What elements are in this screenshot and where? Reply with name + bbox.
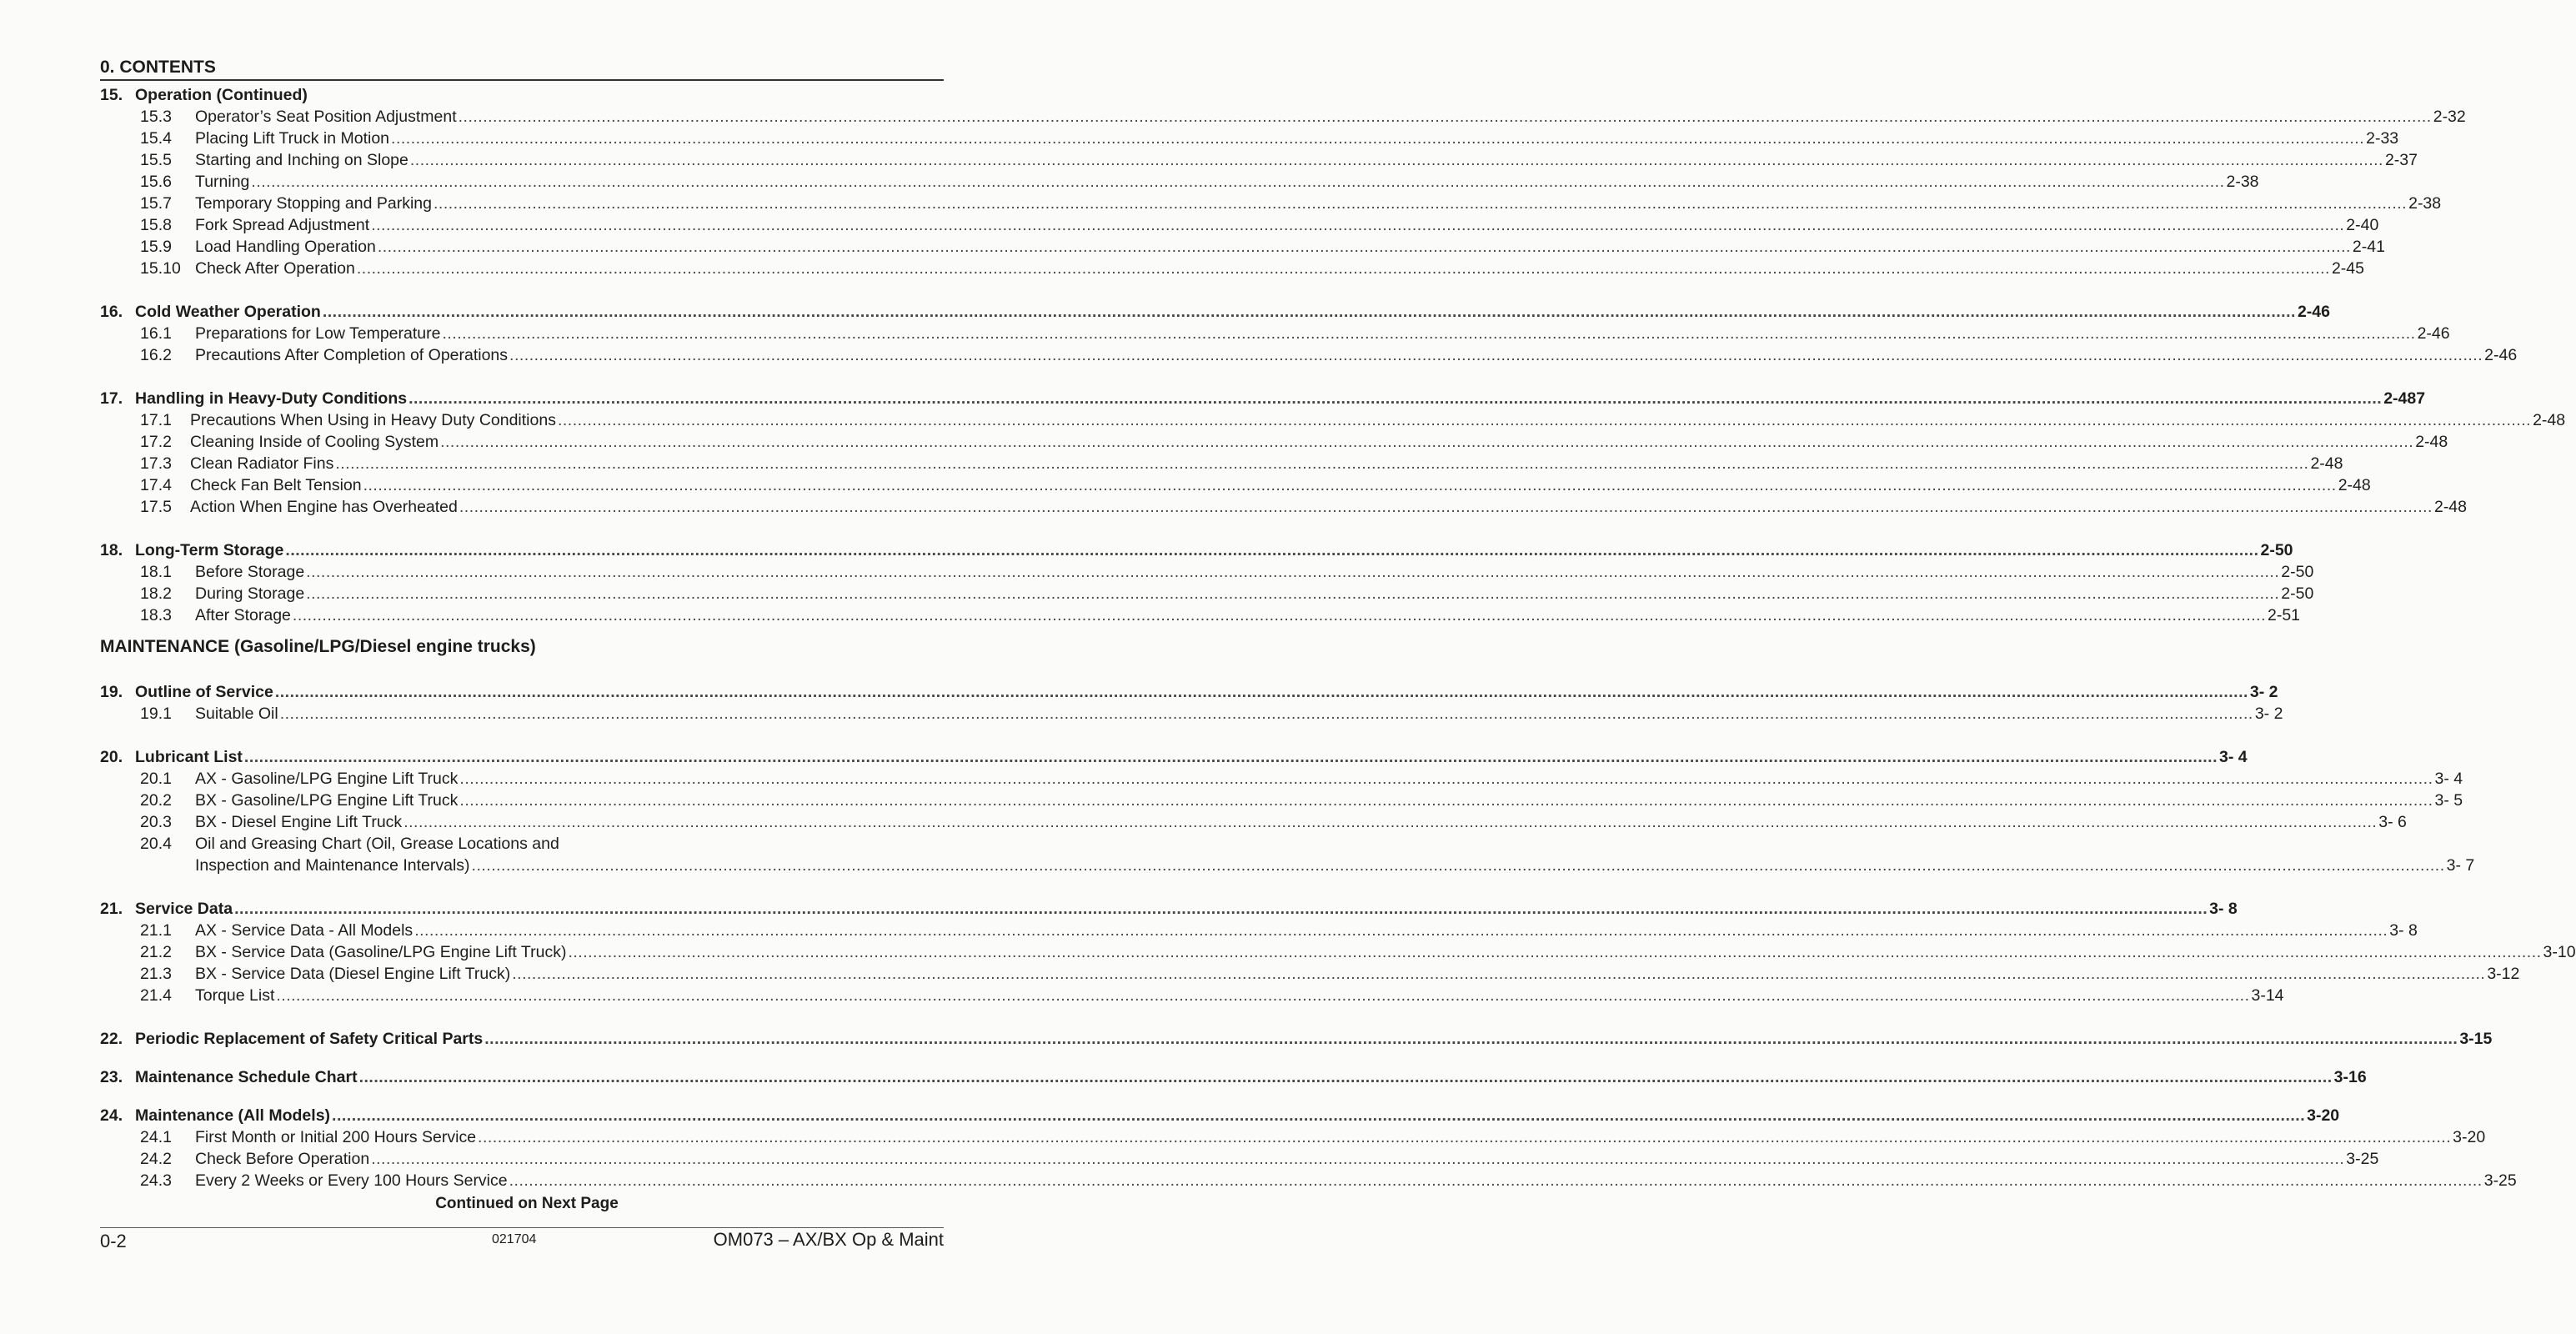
toc-entry-page: 2-38 — [2408, 194, 2442, 213]
toc-entry-page: 2-38 — [2226, 173, 2259, 191]
toc-entry-page: 2-48 — [2533, 411, 2566, 429]
toc-section-entry — [100, 1106, 2340, 1128]
toc-subsection-entry — [100, 965, 2520, 986]
toc-dot-leader: ................................................................................................................................................................................................................................................................................................................................................................................................................ — [471, 856, 2445, 875]
toc-entry-title: Temporary Stopping and Parking — [195, 194, 432, 213]
toc-entry-page: 3-12 — [2487, 965, 2520, 983]
toc-entry-number: 17.4 — [140, 476, 172, 494]
toc-entry-number: 20.3 — [140, 813, 172, 831]
toc-entry-page: 2-50 — [2281, 563, 2314, 581]
toc-subsection-entry — [100, 476, 2371, 498]
toc-entry-page: 2-37 — [2384, 151, 2418, 169]
toc-entry-title: Before Storage — [195, 563, 305, 581]
toc-entry-number: 17.5 — [140, 498, 172, 516]
toc-entry-page: 2-48 — [2310, 454, 2343, 473]
toc-section-entry — [100, 748, 2248, 770]
toc-entry-title: Oil and Greasing Chart (Oil, Grease Locations and — [195, 835, 559, 853]
toc-dot-leader: ................................................................................................................................................................................................................................................................................................................................................................................................................ — [358, 1068, 2333, 1086]
toc-entry-page: 3-25 — [2346, 1150, 2379, 1168]
toc-entry-title: Periodic Replacement of Safety Critical Parts — [135, 1030, 484, 1048]
toc-entry-number: 20.2 — [140, 791, 172, 810]
toc-entry-title: Preparations for Low Temperature — [195, 324, 441, 343]
toc-entry-number: 17. — [100, 389, 123, 408]
toc-entry-number: 21. — [100, 900, 123, 918]
toc-entry-title: AX - Gasoline/LPG Engine Lift Truck — [195, 770, 459, 788]
toc-dot-leader: ................................................................................................................................................................................................................................................................................................................................................................................................................ — [306, 563, 2280, 581]
toc-subsection-entry — [100, 584, 2314, 606]
toc-part-heading — [100, 633, 944, 661]
footer-document-title: OM073 – AX/BX Op & Maint — [713, 1229, 944, 1250]
toc-entry-page: 3- 7 — [2446, 856, 2475, 875]
toc-subsection-entry — [100, 324, 2450, 346]
toc-entry-title: BX - Service Data (Gasoline/LPG Engine Lift Truck) — [195, 943, 567, 961]
toc-entry-title: Starting and Inching on Slope — [195, 151, 408, 169]
toc-subsection-entry — [100, 1150, 2379, 1171]
toc-subsection-entry — [100, 194, 2442, 216]
toc-dot-leader: ................................................................................................................................................................................................................................................................................................................................................................................................................ — [335, 454, 2309, 473]
toc-subsection-entry — [100, 563, 2314, 584]
toc-entry-title: Suitable Oil — [195, 705, 278, 723]
toc-entry-title: Every 2 Weeks or Every 100 Hours Service — [195, 1171, 508, 1190]
toc-subsection-entry — [100, 411, 2566, 433]
toc-entry-page: 2-50 — [2281, 584, 2314, 603]
toc-entry-title: Operation (Continued) — [135, 86, 308, 104]
toc-entry-title: Maintenance (All Models) — [135, 1106, 331, 1125]
toc-entry-page: 3-20 — [2307, 1106, 2340, 1125]
toc-dot-leader: ................................................................................................................................................................................................................................................................................................................................................................................................................ — [243, 748, 2218, 766]
toc-dot-leader: ................................................................................................................................................................................................................................................................................................................................................................................................................ — [279, 705, 2253, 723]
toc-spacer — [100, 281, 944, 303]
toc-section-entry — [100, 1068, 2367, 1090]
toc-entry-title: Check After Operation — [195, 259, 355, 278]
toc-dot-leader: ................................................................................................................................................................................................................................................................................................................................................................................................................ — [363, 476, 2337, 494]
toc-entry-number: 22. — [100, 1030, 123, 1048]
toc-entry-number: 24.1 — [140, 1128, 172, 1146]
toc-entry-number: 15.5 — [140, 151, 172, 169]
toc-section-entry — [100, 303, 2330, 324]
toc-subsection-entry — [100, 606, 2301, 628]
toc-entry-page: 3-20 — [2453, 1128, 2486, 1146]
toc-entry-number: 16.2 — [140, 346, 172, 364]
toc-entry-number: 18. — [100, 541, 123, 559]
toc-entry-page: 2-40 — [2346, 216, 2379, 234]
toc-entry-number: 15.7 — [140, 194, 172, 213]
toc-dot-leader: ................................................................................................................................................................................................................................................................................................................................................................................................................ — [409, 151, 2383, 169]
toc-entry-page: 3- 2 — [2254, 705, 2283, 723]
toc-entry-title: Inspection and Maintenance Intervals) — [195, 856, 470, 875]
toc-dot-leader: ................................................................................................................................................................................................................................................................................................................................................................................................................ — [459, 498, 2433, 516]
toc-spacer — [100, 661, 944, 683]
toc-entry-page: 2-33 — [2366, 129, 2399, 148]
toc-entry-number: 17.3 — [140, 454, 172, 473]
toc-subsection-entry — [100, 433, 2448, 454]
toc-heading-text: MAINTENANCE (Gasoline/LPG/Diesel engine trucks) — [100, 637, 536, 656]
toc-entry-title: Torque List — [195, 986, 275, 1005]
toc-entry-title: Fork Spread Adjustment — [195, 216, 370, 234]
toc-spacer — [100, 519, 944, 541]
toc-spacer — [100, 878, 944, 900]
toc-dot-leader: ................................................................................................................................................................................................................................................................................................................................................................................................................ — [371, 216, 2345, 234]
toc-section-entry — [100, 1030, 2493, 1051]
toc-spacer — [100, 1090, 944, 1106]
toc-entry-page: 2-46 — [2297, 303, 2330, 321]
toc-section-entry — [100, 541, 2293, 563]
toc-dot-leader: ................................................................................................................................................................................................................................................................................................................................................................................................................ — [568, 943, 2542, 961]
toc-dot-leader: ................................................................................................................................................................................................................................................................................................................................................................................................................ — [509, 1171, 2483, 1190]
toc-entry-page: 3- 6 — [2378, 813, 2407, 831]
toc-subsection-entry — [100, 129, 2399, 151]
toc-dot-leader: ................................................................................................................................................................................................................................................................................................................................................................................................................ — [459, 770, 2433, 788]
toc-entry-page: 2-48 — [2415, 433, 2448, 451]
toc-entry-number: 15.4 — [140, 129, 172, 148]
toc-entry-number: 17.1 — [140, 411, 172, 429]
toc-entry-number: 18.2 — [140, 584, 172, 603]
toc-entry-title: Check Fan Belt Tension — [190, 476, 362, 494]
toc-subsection-entry — [100, 498, 2467, 519]
toc-entry-title: Action When Engine has Overheated — [190, 498, 458, 516]
toc-entry-number: 24.3 — [140, 1171, 172, 1190]
toc-entry-page: 2-48 — [2433, 498, 2467, 516]
toc-dot-leader: ................................................................................................................................................................................................................................................................................................................................................................................................................ — [251, 173, 2225, 191]
toc-dot-leader: ................................................................................................................................................................................................................................................................................................................................................................................................................ — [478, 1128, 2452, 1146]
toc-entry-number: 18.3 — [140, 606, 172, 624]
footer-date-code: 021704 — [492, 1232, 537, 1246]
toc-entry-page: 3-14 — [2251, 986, 2284, 1005]
toc-entry-page: 2-48 — [2338, 476, 2371, 494]
toc-entry-page: 3-15 — [2459, 1030, 2493, 1048]
toc-entry-page: 2-487 — [2383, 389, 2426, 408]
toc-entry-page: 2-32 — [2433, 108, 2466, 126]
toc-entry-number: 15.8 — [140, 216, 172, 234]
toc-subsection-entry — [100, 835, 944, 856]
toc-dot-leader: ................................................................................................................................................................................................................................................................................................................................................................................................................ — [322, 303, 2296, 321]
toc-entry-number: 20. — [100, 748, 123, 766]
toc-dot-leader: ................................................................................................................................................................................................................................................................................................................................................................................................................ — [434, 194, 2408, 213]
toc-entry-continuation — [100, 856, 2475, 878]
toc-subsection-entry — [100, 346, 2518, 368]
toc-entry-page: 2-45 — [2331, 259, 2364, 278]
toc-entry-page: 3- 4 — [2219, 748, 2248, 766]
toc-entry-page: 2-41 — [2352, 238, 2385, 256]
toc-subsection-entry — [100, 705, 2283, 726]
toc-subsection-entry — [100, 238, 2385, 259]
toc-section-entry — [100, 900, 2238, 921]
toc-entry-number: 18.1 — [140, 563, 172, 581]
toc-spacer — [100, 1008, 944, 1030]
toc-entry-title: Service Data — [135, 900, 233, 918]
toc-dot-leader: ................................................................................................................................................................................................................................................................................................................................................................................................................ — [276, 986, 2250, 1005]
toc-entry-page: 3-25 — [2483, 1171, 2517, 1190]
toc-subsection-entry — [100, 108, 2466, 129]
toc-entry-number: 21.4 — [140, 986, 172, 1005]
toc-subsection-entry — [100, 921, 2418, 943]
toc-entry-number: 19.1 — [140, 705, 172, 723]
toc-dot-leader: ................................................................................................................................................................................................................................................................................................................................................................................................................ — [557, 411, 2532, 429]
toc-section-entry — [100, 389, 2426, 411]
toc-dot-leader: ................................................................................................................................................................................................................................................................................................................................................................................................................ — [458, 108, 2432, 126]
toc-entry-title: Lubricant List — [135, 748, 243, 766]
toc-entry-number: 23. — [100, 1068, 123, 1086]
toc-entry-number: 21.1 — [140, 921, 172, 940]
toc-dot-leader: ................................................................................................................................................................................................................................................................................................................................................................................................................ — [292, 606, 2266, 624]
toc-subsection-entry — [100, 986, 2284, 1008]
toc-entry-page: 2-46 — [2417, 324, 2450, 343]
toc-entry-title: First Month or Initial 200 Hours Service — [195, 1128, 477, 1146]
toc-entry-title: Placing Lift Truck in Motion — [195, 129, 390, 148]
toc-dot-leader: ................................................................................................................................................................................................................................................................................................................................................................................................................ — [371, 1150, 2345, 1168]
toc-entry-number: 20.4 — [140, 835, 172, 853]
toc-dot-leader: ................................................................................................................................................................................................................................................................................................................................................................................................................ — [512, 965, 2486, 983]
toc-entry-number: 24.2 — [140, 1150, 172, 1168]
toc-dot-leader: ................................................................................................................................................................................................................................................................................................................................................................................................................ — [285, 541, 2259, 559]
toc-dot-leader: ................................................................................................................................................................................................................................................................................................................................................................................................................ — [403, 813, 2378, 831]
toc-entry-page: 2-46 — [2484, 346, 2518, 364]
page-title: 0. CONTENTS — [100, 58, 944, 81]
toc-entry-title: Turning — [195, 173, 250, 191]
toc-entry-page: 2-50 — [2260, 541, 2293, 559]
toc-entry-title: Precautions After Completion of Operations — [195, 346, 509, 364]
toc-dot-leader: ................................................................................................................................................................................................................................................................................................................................................................................................................ — [440, 433, 2414, 451]
toc-subsection-entry — [100, 454, 2343, 476]
toc-entry-title: During Storage — [195, 584, 305, 603]
toc-subsection-entry — [100, 1171, 2517, 1193]
toc-section-entry — [100, 86, 944, 108]
toc-entry-page: 3-10 — [2543, 943, 2576, 961]
toc-entry-title: BX - Diesel Engine Lift Truck — [195, 813, 403, 831]
footer-divider — [100, 1227, 944, 1228]
toc-entry-title: BX - Gasoline/LPG Engine Lift Truck — [195, 791, 459, 810]
toc-entry-number: 24. — [100, 1106, 123, 1125]
toc-entry-page: 3- 8 — [2209, 900, 2238, 918]
toc-section-entry — [100, 683, 2278, 705]
toc-entry-title: AX - Service Data - All Models — [195, 921, 413, 940]
toc-entry-title: Handling in Heavy-Duty Conditions — [135, 389, 408, 408]
toc-spacer — [100, 1051, 944, 1068]
footer-page-number: 0-2 — [100, 1231, 127, 1251]
toc-subsection-entry — [100, 173, 2259, 194]
toc-entry-page: 3-16 — [2333, 1068, 2367, 1086]
toc-entry-page: 3- 4 — [2434, 770, 2463, 788]
toc-entry-title: Outline of Service — [135, 683, 273, 701]
toc-dot-leader: ................................................................................................................................................................................................................................................................................................................................................................................................................ — [408, 389, 2383, 408]
toc-dot-leader: ................................................................................................................................................................................................................................................................................................................................................................................................................ — [459, 791, 2433, 810]
toc-spacer — [100, 368, 944, 389]
toc-entry-title: Load Handling Operation — [195, 238, 376, 256]
toc-entry-number: 15. — [100, 86, 123, 104]
continued-note: Continued on Next Page — [435, 1195, 619, 1212]
toc-subsection-entry — [100, 151, 2418, 173]
toc-dot-leader: ................................................................................................................................................................................................................................................................................................................................................................................................................ — [484, 1030, 2458, 1048]
toc-entry-title: Maintenance Schedule Chart — [135, 1068, 358, 1086]
toc-spacer — [100, 726, 944, 748]
toc-entry-page: 3- 2 — [2249, 683, 2278, 701]
toc-entry-title: Cleaning Inside of Cooling System — [190, 433, 439, 451]
toc-entry-page: 2-51 — [2268, 606, 2301, 624]
toc-entry-number: 21.2 — [140, 943, 172, 961]
toc-entry-number: 17.2 — [140, 433, 172, 451]
toc-entry-title: BX - Service Data (Diesel Engine Lift Truck) — [195, 965, 511, 983]
table-of-contents — [100, 86, 2576, 1193]
toc-entry-title: Clean Radiator Fins — [190, 454, 334, 473]
toc-dot-leader: ................................................................................................................................................................................................................................................................................................................................................................................................................ — [234, 900, 2208, 918]
toc-entry-number: 21.3 — [140, 965, 172, 983]
toc-dot-leader: ................................................................................................................................................................................................................................................................................................................................................................................................................ — [306, 584, 2280, 603]
toc-dot-leader: ................................................................................................................................................................................................................................................................................................................................................................................................................ — [509, 346, 2483, 364]
toc-subsection-entry — [100, 813, 2407, 835]
toc-dot-leader: ................................................................................................................................................................................................................................................................................................................................................................................................................ — [377, 238, 2351, 256]
toc-dot-leader: ................................................................................................................................................................................................................................................................................................................................................................................................................ — [414, 921, 2388, 940]
toc-dot-leader: ................................................................................................................................................................................................................................................................................................................................................................................................................ — [442, 324, 2416, 343]
toc-subsection-entry — [100, 943, 2576, 965]
toc-subsection-entry — [100, 770, 2463, 791]
toc-entry-number: 16. — [100, 303, 123, 321]
toc-dot-leader: ................................................................................................................................................................................................................................................................................................................................................................................................................ — [391, 129, 2365, 148]
toc-entry-number: 15.9 — [140, 238, 172, 256]
toc-entry-page: 3- 5 — [2434, 791, 2463, 810]
toc-entry-number: 20.1 — [140, 770, 172, 788]
toc-entry-title: Operator’s Seat Position Adjustment — [195, 108, 457, 126]
toc-entry-title: After Storage — [195, 606, 291, 624]
toc-entry-title: Check Before Operation — [195, 1150, 370, 1168]
toc-subsection-entry — [100, 791, 2463, 813]
toc-entry-number: 15.10 — [140, 259, 181, 278]
toc-dot-leader: ................................................................................................................................................................................................................................................................................................................................................................................................................ — [274, 683, 2248, 701]
toc-entry-title: Long-Term Storage — [135, 541, 284, 559]
toc-entry-number: 19. — [100, 683, 123, 701]
toc-dot-leader: ................................................................................................................................................................................................................................................................................................................................................................................................................ — [356, 259, 2330, 278]
toc-subsection-entry — [100, 1128, 2486, 1150]
toc-dot-leader: ................................................................................................................................................................................................................................................................................................................................................................................................................ — [332, 1106, 2306, 1125]
toc-entry-number: 15.6 — [140, 173, 172, 191]
toc-entry-number: 16.1 — [140, 324, 172, 343]
toc-subsection-entry — [100, 259, 2364, 281]
toc-entry-title: Cold Weather Operation — [135, 303, 321, 321]
toc-entry-title: Precautions When Using in Heavy Duty Conditions — [190, 411, 556, 429]
toc-entry-page: 3- 8 — [2389, 921, 2418, 940]
toc-subsection-entry — [100, 216, 2379, 238]
toc-entry-number: 15.3 — [140, 108, 172, 126]
